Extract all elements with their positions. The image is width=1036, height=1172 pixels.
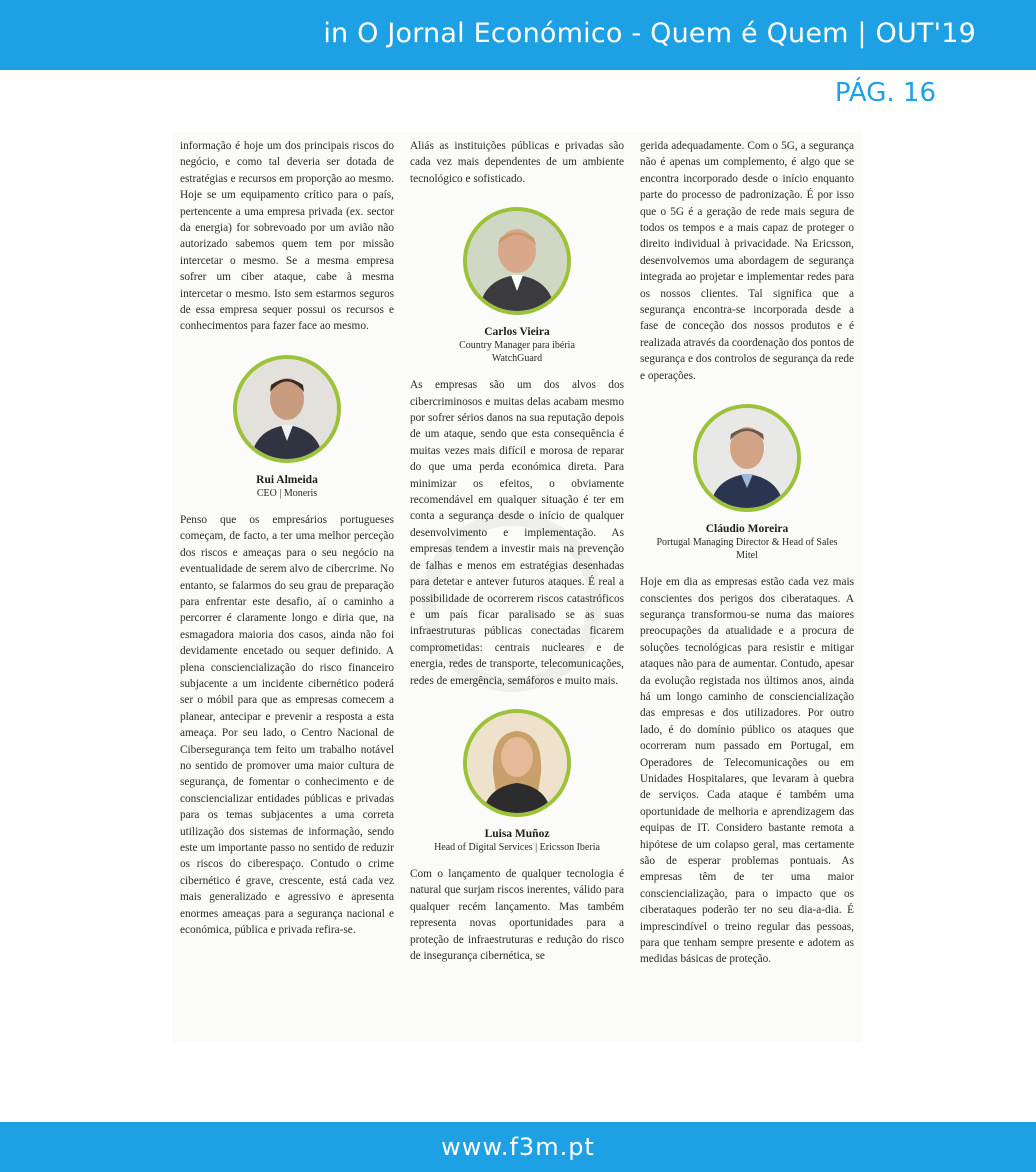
portrait-photo bbox=[693, 404, 801, 512]
profile-role: CEO | Moneris bbox=[256, 487, 318, 499]
paragraph: Com o lançamento de qualquer tecnologia é natural que surjam riscos inerentes, válido para qualquer recém lançamento. Mas também representa novas oportunidades para a proteção de infraestruturas e redução do risco de insegurança cibernética, se bbox=[410, 867, 624, 962]
header-banner bbox=[0, 0, 1036, 70]
profile-rui-almeida bbox=[180, 355, 394, 500]
paragraph: Penso que os empresários portugueses começam, de facto, a ter uma melhor perceção dos riscos e ameaças para o seu negócio na eventualidade de serem alvo de cibercrime. No entanto, se falarmos do seu grau de preparação para enfrentar este desafio, aí o caminho a percorrer é claramente longo e diria que, na esmagadora maioria dos casos, ainda não foi devidamente encetado ou sequer definido. A plena consciencialização do risco financeiro subjacente a um incidente cibernético poderá ser o móbil para que as empresas comecem a planear, antecipar e prevenir a resposta a esta ameaça. Por seu lado, o Centro Nacional de Cibersegurança tem feito um trabalho notável no sentido de promover uma maior cultura de segurança, de fomentar o conhecimento e de consciencializar entidades públicas e privadas para os temas subjacentes a uma correta utilização dos sistemas de informação, sendo este um importante passo no sentido de reduzir os riscos do ciberespaço. Contudo o crime cibernético é grave, crescente, está cada vez mais generalizado e agressivo e apresenta enormes ameaças para a segurança nacional e económica, pública e privada refira-se. bbox=[180, 513, 394, 937]
article-column-3 bbox=[640, 138, 854, 968]
person-icon bbox=[467, 713, 567, 813]
profile-name: Luisa Muñoz bbox=[484, 827, 550, 840]
article-clipping bbox=[172, 132, 862, 1042]
profile-name: Carlos Vieira bbox=[484, 326, 550, 339]
person-icon bbox=[237, 359, 337, 459]
portrait-photo bbox=[463, 207, 571, 315]
paragraph: Hoje em dia as empresas estão cada vez mais conscientes dos perigos dos ciberataques. A segurança transformou-se numa das maiores preocupações da atualidade e a procura de soluções tecnológicas para resistir e mitigar ataques não para de aumentar. Contudo, apesar da evolução registada nos últimos anos, ainda há um longo caminho de consciencialização das empresas e dos utilizadores. Por outro lado, é do domínio público os ataques que ocorreram num passado em Portugal, em Operadores de Telecomunicações ou em Unidades Hospitalares, que levaram à quebra de serviços. Cada ataque é também uma oportunidade de melhoria e aprendizagem das equipas de IT. Considero bastante remota a hipótese de um colapso geral, mas certamente são de esperar problemas pontuais. As empresas têm de ter uma maior consciencialização, para o impacto que os ciberataques poderão ter no seu dia-a-dia. É imprescindível o treino regular das pessoas, para que tenham sempre presente e adotem as medidas básicas de proteção. bbox=[640, 576, 854, 966]
article-column-1 bbox=[180, 138, 394, 938]
page-number: PÁG. 16 bbox=[834, 78, 936, 108]
profile-company: WatchGuard bbox=[491, 353, 543, 365]
header-title: in O Jornal Económico - Quem é Quem | OUT'19 bbox=[323, 18, 976, 49]
profile-name: Rui Almeida bbox=[256, 473, 318, 486]
profile-name: Cláudio Moreira bbox=[705, 523, 789, 536]
person-icon bbox=[467, 211, 567, 311]
portrait-photo bbox=[463, 709, 571, 817]
paragraph: As empresas são um dos alvos dos cibercriminosos e muitas delas acabam mesmo por sofrer sérios danos na sua reputação depois de um ataque, sendo que esta consequência é muitas vezes mais difícil e morosa de reparar do que uma perda económica direta. Para minimizar os efeitos, o obviamente recomendável em qualquer situação é ter em conta a segurança desde o início de qualquer desenvolvimento e implementação. As empresas tendem a investir mais na prevenção de falhas e menos em estratégias desenhadas para detetar e antever futuros ataques. É real a possibilidade de ocorrerem riscos catastróficos e um país ficar paralisado se as suas infraestruturas públicas conectadas ficarem comprometidas: centrais nucleares e de energia, redes de transporte, telecomunicações, redes de emergência, semáforos e muito mais. bbox=[410, 379, 624, 687]
footer-url[interactable]: www.f3m.pt bbox=[441, 1133, 595, 1161]
profile-role: Head of Digital Services | Ericsson Iberia bbox=[434, 841, 600, 853]
profile-role: Portugal Managing Director & Head of Sales bbox=[656, 537, 838, 549]
paragraph: informação é hoje um dos principais riscos do negócio, e como tal deveria ser dotada de estratégias e recursos em proporção ao mesmo. Hoje se um equipamento crítico para o país, pertencente a uma empresa privada (ex. sector da energia) for sobrevoado por um avião não autorizado sabemos quem tem por missão intercetar o mesmo. Se a mesma empresa sofrer um ciber ataque, cabe à mesma intercetar o mesmo. Isto sem estarmos seguros de essa empresa sequer possui os recursos e conhecimentos para fazer face ao mesmo. bbox=[180, 140, 394, 333]
footer-banner bbox=[0, 1122, 1036, 1172]
profile-claudio-moreira bbox=[640, 404, 854, 562]
profile-role: Country Manager para ibéria bbox=[459, 340, 575, 352]
profile-carlos-vieira bbox=[410, 207, 624, 365]
profile-luisa-munoz bbox=[410, 709, 624, 854]
paragraph: Aliás as instituições públicas e privadas são cada vez mais dependentes de um ambiente tecnológico e sofisticado. bbox=[410, 140, 624, 185]
portrait-photo bbox=[233, 355, 341, 463]
profile-company: Mitel bbox=[736, 550, 758, 562]
person-icon bbox=[697, 408, 797, 508]
article-column-2 bbox=[410, 138, 624, 964]
paragraph: gerida adequadamente. Com o 5G, a segurança não é apenas um complemento, é algo que se encontra incorporado desde o início enquanto parte do processo de padronização. É por isso que o 5G é a geração de rede mais segura de todos os tempos e a mais capaz de proteger o direito individual à privacidade. Na Ericsson, desenvolvemos uma abordagem de segurança integrada ao projetar e implementar redes para os nossos clientes. Tal significa que a segurança encontra-se incorporada desde a fase de conceção dos nossos produtos e é realizada através da coordenação dos pontos de segurança e dos controlos de segurança da rede e operações. bbox=[640, 140, 854, 382]
